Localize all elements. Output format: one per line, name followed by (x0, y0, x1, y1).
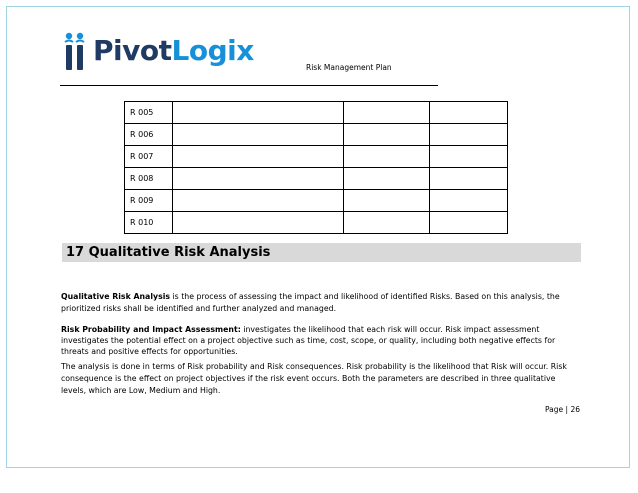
page-frame (6, 6, 630, 468)
logo-text (93, 33, 254, 69)
table-row (125, 124, 508, 146)
risk-id-cell: R 005 (125, 102, 173, 124)
paragraph-probability-impact (61, 324, 581, 357)
pivotlogix-figures-icon (63, 30, 87, 72)
logo-text-logix: Logix (171, 34, 254, 67)
table-cell (344, 190, 430, 212)
table-row (125, 102, 508, 124)
risk-register-table (124, 101, 508, 234)
table-row (125, 146, 508, 168)
risk-id-cell: R 006 (125, 124, 173, 146)
risk-id-cell: R 007 (125, 146, 173, 168)
table-row (125, 212, 508, 234)
page-number: Page | 26 (545, 405, 580, 414)
paragraph-body: is the process of assessing the impact and likelihood of identified Risks. Based on this analysis, the prioritized risks shall be identified and further analyzed and managed. (61, 292, 560, 313)
table-cell (173, 168, 344, 190)
table-cell (173, 102, 344, 124)
risk-id-cell: R 008 (125, 168, 173, 190)
table-cell (173, 190, 344, 212)
table-cell (344, 102, 430, 124)
header-divider (60, 85, 438, 86)
table-cell (430, 102, 508, 124)
company-logo (63, 30, 254, 72)
table-cell (173, 146, 344, 168)
table-cell (344, 168, 430, 190)
paragraph-analysis-levels: The analysis is done in terms of Risk probability and Risk consequences. Risk probability is the likelihood that Risk will occur. Risk consequence is the effect on project objectives if the risk event occurs. Both the parameters are described in three qualitative levels, which are Low, Medium and High. (61, 362, 567, 395)
table-cell (344, 124, 430, 146)
table-cell (430, 190, 508, 212)
header-title: Risk Management Plan (306, 63, 392, 72)
table-cell (430, 168, 508, 190)
section-heading: 17 Qualitative Risk Analysis (62, 243, 581, 262)
table-row (125, 168, 508, 190)
table-row (125, 190, 508, 212)
table-cell (430, 124, 508, 146)
paragraph-lead-term: Qualitative Risk Analysis (61, 292, 171, 301)
risk-id-cell: R 010 (125, 212, 173, 234)
table-cell (173, 212, 344, 234)
table-cell (430, 212, 508, 234)
table-cell (344, 146, 430, 168)
paragraph-qualitative-risk-analysis (61, 291, 581, 315)
logo-text-pivot: Pivot (93, 34, 172, 67)
table-cell (430, 146, 508, 168)
table-cell (344, 212, 430, 234)
table-cell (173, 124, 344, 146)
risk-id-cell: R 009 (125, 190, 173, 212)
paragraph-lead-term: Risk Probability and Impact Assessment: (61, 325, 241, 334)
paragraph-body: investigates the likelihood that each risk will occur. Risk impact assessment investigates the potential effect on a project objective such as time, cost, scope, or quality, including both negative effects for threats and positive effects for opportunities. (61, 325, 556, 356)
